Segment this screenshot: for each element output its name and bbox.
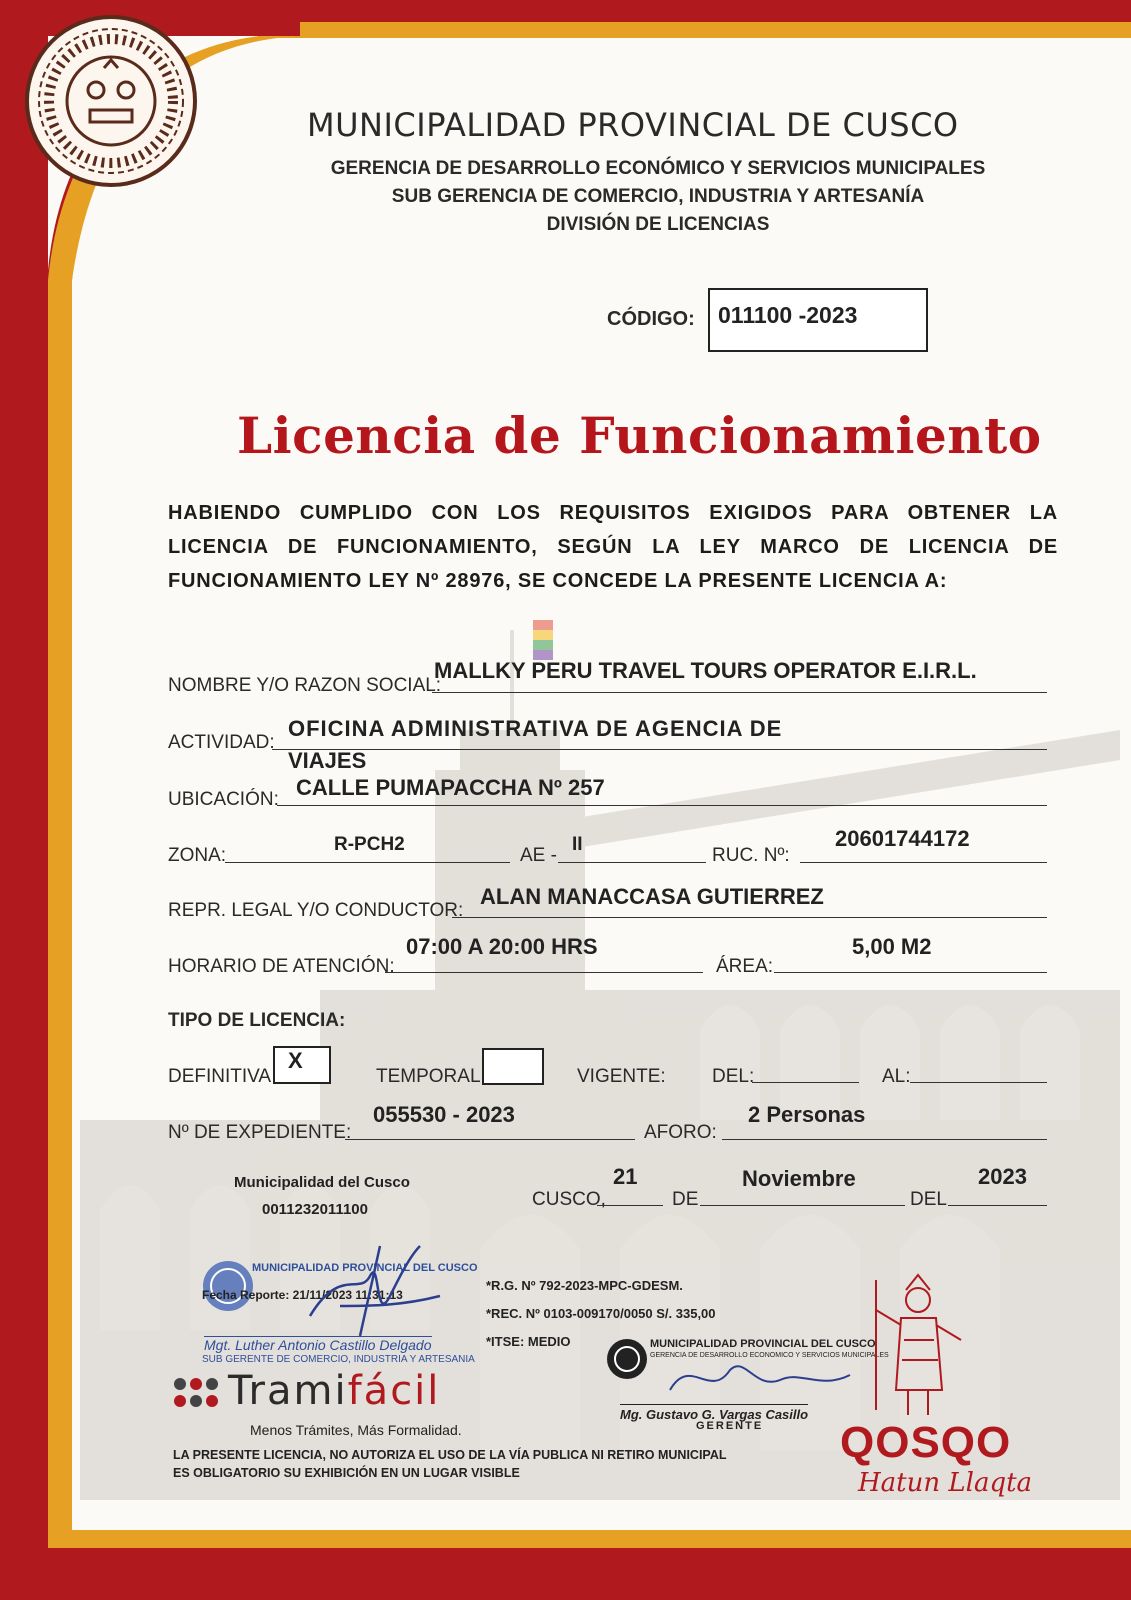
qosqo-subtitle: Hatun Llaqta <box>858 1468 1033 1498</box>
municipal-seal-logo <box>20 10 202 192</box>
year-value: 2023 <box>978 1164 1027 1189</box>
activity-value-1: OFICINA ADMINISTRATIVA DE AGENCIA DE <box>288 716 783 741</box>
name-label: NOMBRE Y/O RAZON SOCIAL: <box>168 675 442 696</box>
zone-line <box>225 862 510 863</box>
tramifacil-logo-icon <box>172 1376 222 1410</box>
left-signer-role: SUB GERENTE DE COMERCIO, INDUSTRIA Y ARTESANIA <box>202 1354 475 1365</box>
activity-line <box>272 749 1047 750</box>
zone-label: ZONA: <box>168 845 227 866</box>
definitive-mark: X <box>288 1048 303 1073</box>
ref-itse: *ITSE: MEDIO <box>486 1334 571 1349</box>
tramifacil-tagline: Menos Trámites, Más Formalidad. <box>250 1422 462 1438</box>
code-label: CÓDIGO: <box>607 308 695 330</box>
file-value: 055530 - 2023 <box>373 1102 515 1127</box>
to-label: AL: <box>882 1066 911 1087</box>
stamp-line-1: Municipalidad del Cusco <box>234 1174 410 1191</box>
temporal-label: TEMPORAL <box>376 1066 481 1087</box>
right-signer-name: Mg. Gustavo G. Vargas Casillo <box>620 1404 808 1422</box>
frame-bottom-gold <box>72 1530 1131 1548</box>
location-value: CALLE PUMAPACCHA Nº 257 <box>296 775 605 800</box>
ae-label: AE - <box>520 845 557 866</box>
license-title: Licencia de Funcionamiento <box>237 406 1042 465</box>
rep-line <box>452 917 1047 918</box>
file-line <box>345 1139 635 1140</box>
hours-label: HORARIO DE ATENCIÓN: <box>168 956 395 977</box>
temporal-checkbox <box>482 1048 544 1085</box>
capacity-value: 2 Personas <box>748 1102 866 1127</box>
ae-value: II <box>572 834 583 855</box>
right-seal-text-2: GERENCIA DE DESARROLLO ECONOMICO Y SERVICIOS MUNICIPALES <box>650 1352 889 1359</box>
activity-label: ACTIVIDAD: <box>168 732 275 753</box>
month-value: Noviembre <box>742 1166 856 1191</box>
frame-bottom-red <box>0 1548 1131 1600</box>
ref-rg: *R.G. Nº 792-2023-MPC-GDESM. <box>486 1278 683 1293</box>
activity-value-2: VIAJES <box>288 748 367 773</box>
license-type-label: TIPO DE LICENCIA: <box>168 1010 346 1031</box>
name-value: MALLKY PERU TRAVEL TOURS OPERATOR E.I.R.L. <box>434 658 977 683</box>
de-label: DE <box>672 1189 699 1210</box>
from-label: DEL: <box>712 1066 755 1087</box>
stamp-line-2: 0011232011100 <box>262 1201 368 1218</box>
location-line <box>277 805 1047 806</box>
file-label: Nº DE EXPEDIENTE: <box>168 1122 352 1143</box>
from-line <box>752 1082 859 1083</box>
frame-left-gold <box>48 280 72 1600</box>
code-value: 011100 -2023 <box>718 302 858 328</box>
right-signature <box>660 1350 860 1410</box>
hours-value: 07:00 A 20:00 HRS <box>406 934 598 959</box>
left-seal-icon <box>200 1258 256 1314</box>
footer-line-2: ES OBLIGATORIO SU EXHIBICIÓN EN UN LUGAR VISIBLE <box>173 1466 520 1480</box>
tramifacil-brand <box>228 1368 440 1414</box>
ruc-value: 20601744172 <box>835 826 970 851</box>
municipality-name: MUNICIPALIDAD PROVINCIAL DE CUSCO <box>307 106 959 144</box>
left-signature <box>300 1236 450 1346</box>
tramifacil-brand-a: Trami <box>228 1368 348 1414</box>
footer-line-1: LA PRESENTE LICENCIA, NO AUTORIZA EL USO DE LA VÍA PUBLICA NI RETIRO MUNICIPAL <box>173 1448 727 1462</box>
right-seal-text-1: MUNICIPALIDAD PROVINCIAL DEL CUSCO <box>650 1338 876 1350</box>
rep-value: ALAN MANACCASA GUTIERREZ <box>480 884 824 909</box>
intro-paragraph: HABIENDO CUMPLIDO CON LOS REQUISITOS EXIGIDOS PARA OBTENER LA LICENCIA DE FUNCIONAMIENTO, SEGÚN LA LEY MARCO DE LICENCIA DE FUNCIONAMIENTO LEY Nº 28976, SE CONCEDE LA PRESENTE LICENCIA A: <box>168 502 1058 592</box>
frame-top-gold <box>260 22 1131 38</box>
right-signer-role: GERENTE <box>696 1420 764 1432</box>
tramifacil-brand-b: fácil <box>347 1368 441 1414</box>
left-seal-text: MUNICIPALIDAD PROVINCIAL DEL CUSCO <box>252 1262 478 1274</box>
left-signer-name: Mgt. Luther Antonio Castillo Delgado <box>204 1337 432 1353</box>
location-label: UBICACIÓN: <box>168 789 279 810</box>
rep-label: REPR. LEGAL Y/O CONDUCTOR: <box>168 900 464 921</box>
ruc-label: RUC. Nº: <box>712 845 790 866</box>
to-line <box>910 1082 1047 1083</box>
report-date: Fecha Reporte: 21/11/2023 11:31:13 <box>202 1288 403 1302</box>
definitive-label: DEFINITIVA <box>168 1066 272 1087</box>
name-line <box>432 692 1047 693</box>
capacity-label: AFORO: <box>644 1122 717 1143</box>
day-line <box>597 1205 663 1206</box>
header-line-2: SUB GERENCIA DE COMERCIO, INDUSTRIA Y ARTESANÍA <box>391 186 925 207</box>
area-value: 5,00 M2 <box>852 934 932 959</box>
inca-figure-icon <box>856 1270 976 1420</box>
day-value: 21 <box>613 1164 638 1189</box>
right-seal-icon <box>604 1336 650 1382</box>
ae-line <box>558 862 706 863</box>
capacity-line <box>722 1139 1047 1140</box>
ref-rec: *REC. Nº 0103-009170/0050 S/. 335,00 <box>486 1306 716 1321</box>
header-line-1: GERENCIA DE DESARROLLO ECONÓMICO Y SERVICIOS MUNICIPALES <box>330 158 986 179</box>
area-line <box>774 972 1047 973</box>
valid-label: VIGENTE: <box>577 1066 666 1087</box>
qosqo-title: QOSQO <box>840 1418 1012 1467</box>
ruc-line <box>800 862 1047 863</box>
year-line <box>948 1205 1047 1206</box>
area-label: ÁREA: <box>716 956 774 977</box>
hours-line <box>385 972 703 973</box>
city-label: CUSCO, <box>532 1189 606 1210</box>
month-line <box>700 1205 905 1206</box>
del-label: DEL <box>910 1189 947 1210</box>
header-line-3: DIVISIÓN DE LICENCIAS <box>546 214 770 235</box>
zone-value: R-PCH2 <box>334 834 405 855</box>
